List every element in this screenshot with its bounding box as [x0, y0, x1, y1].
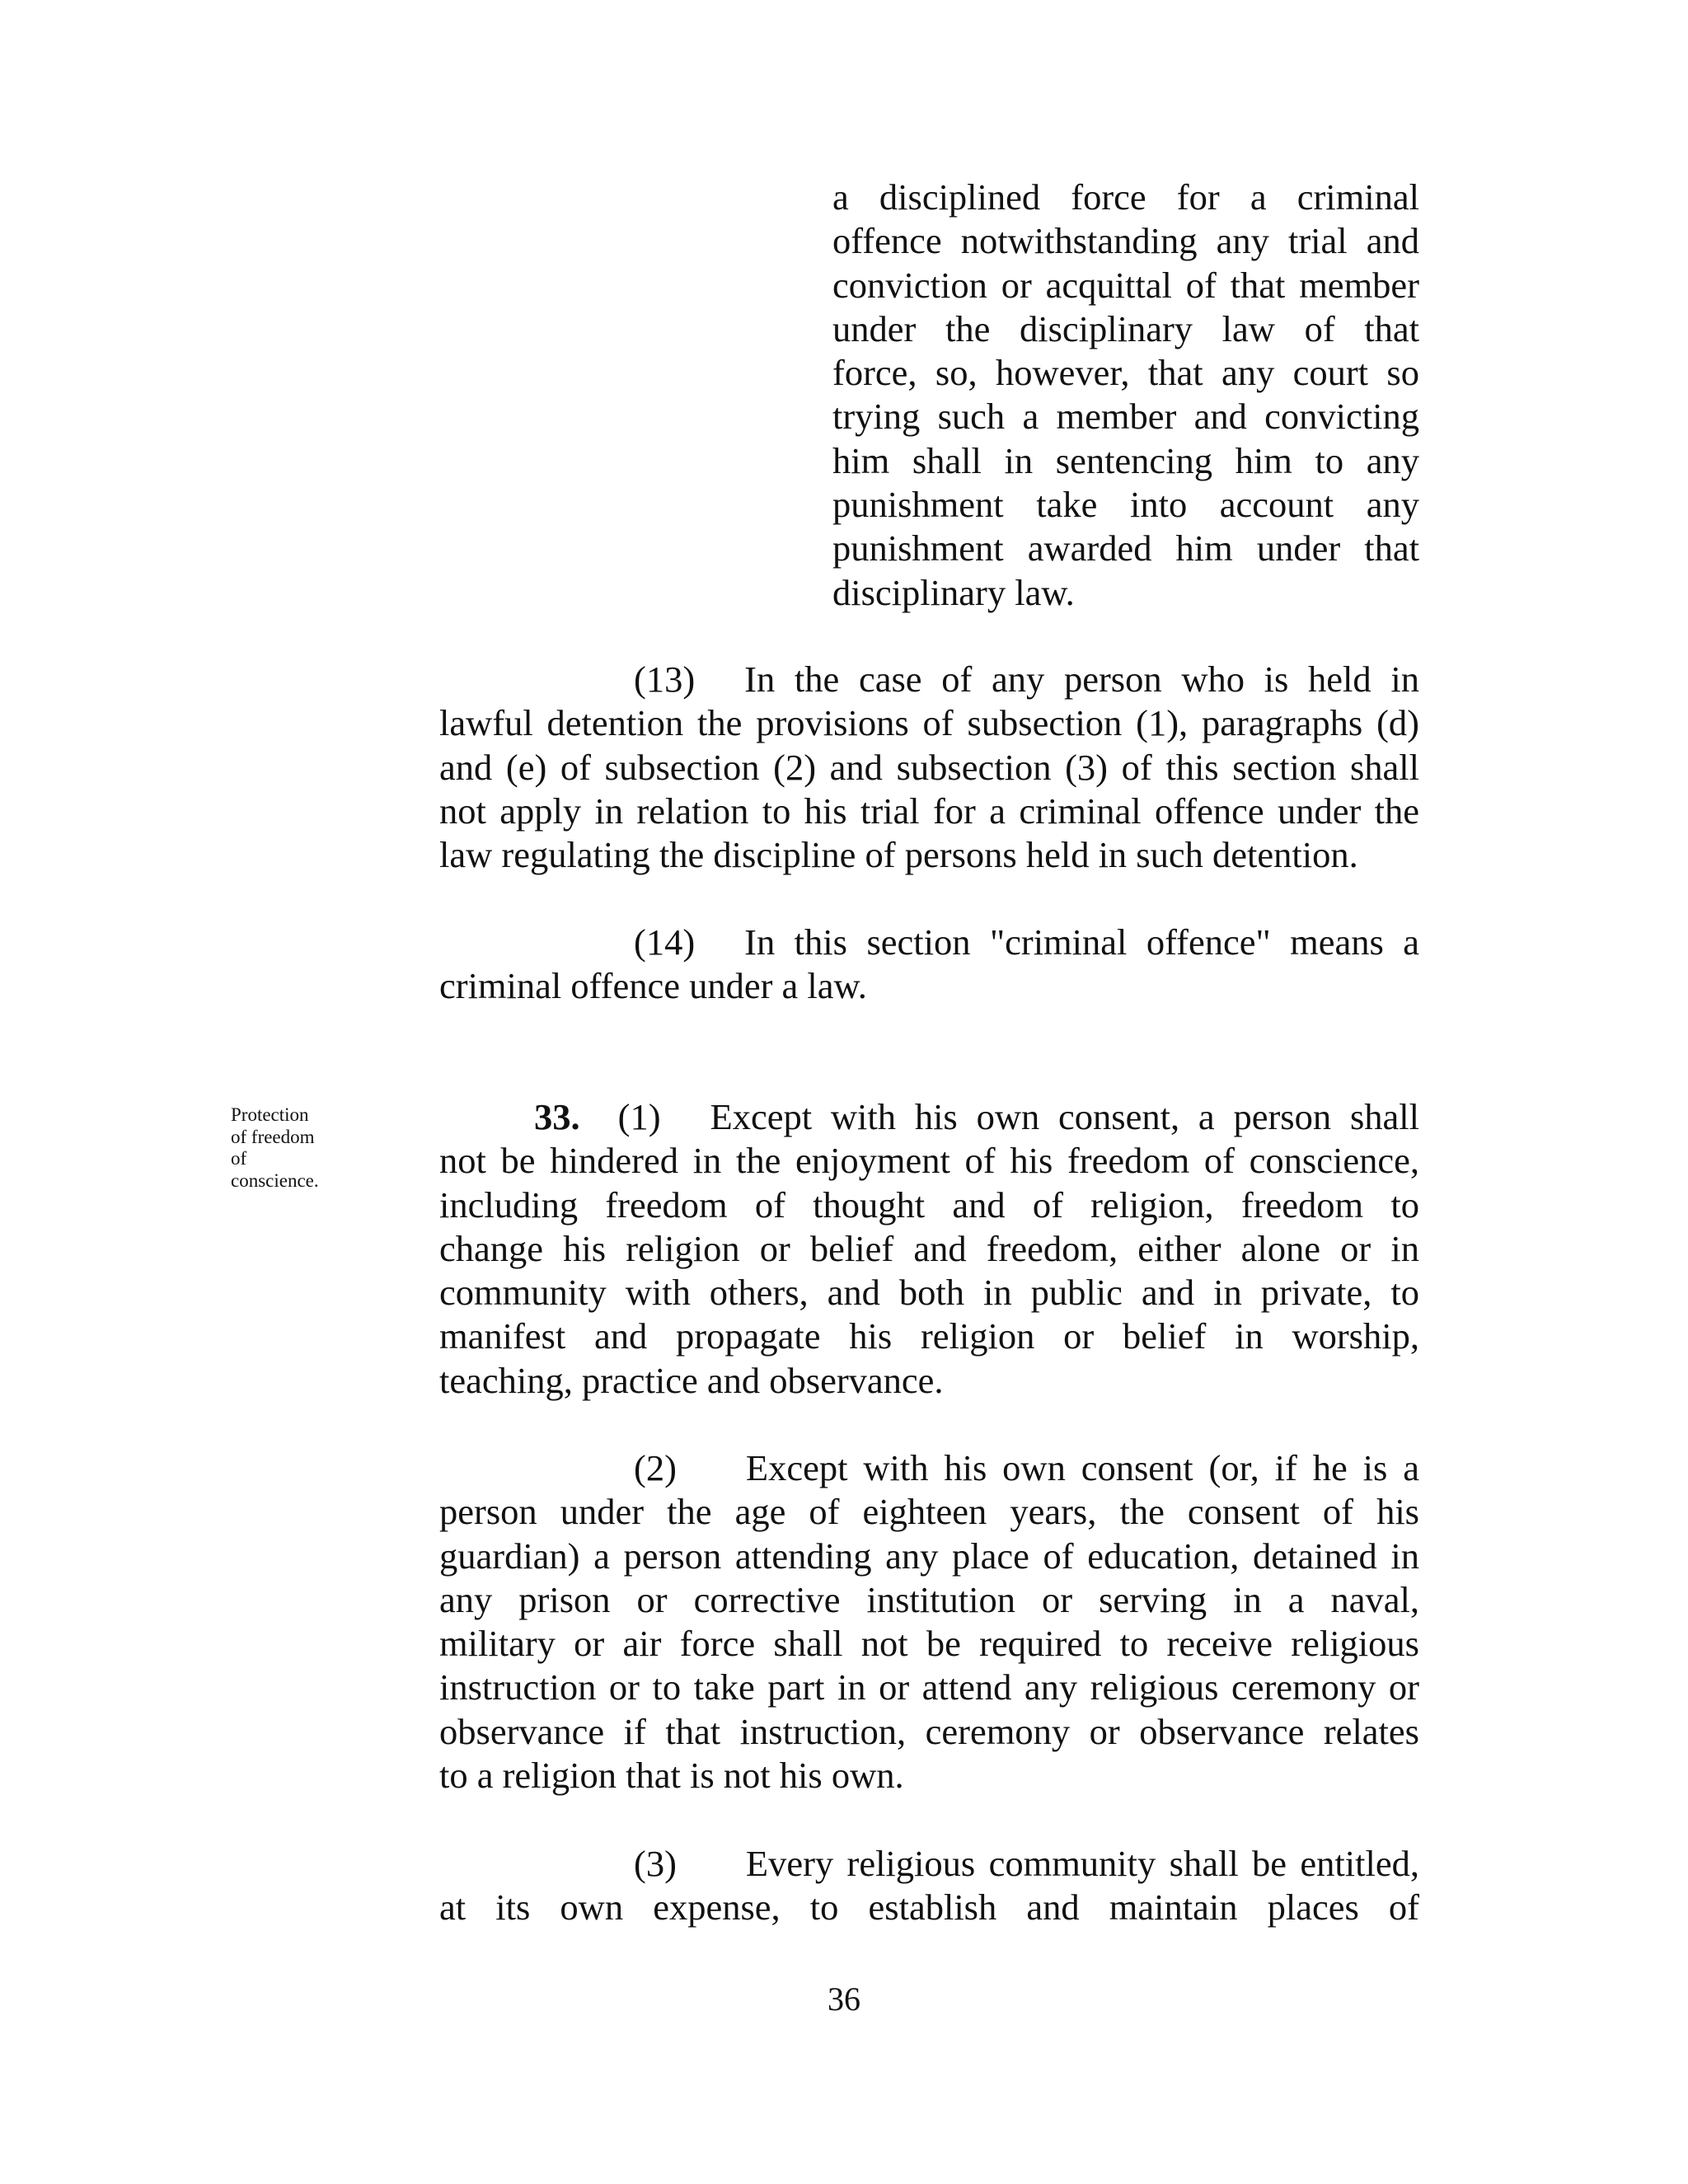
text-line: not be hindered in the enjoyment of his freedom of conscience,: [439, 1140, 1419, 1182]
text-fragment: In this section "criminal offence" means a: [744, 921, 1419, 963]
section-33-subsection-3: [439, 1842, 1419, 1930]
subsection-first-line: [439, 1095, 1419, 1139]
subsection-number: (2): [634, 1447, 677, 1488]
text-line: offence notwithstanding any trial and: [832, 220, 1419, 262]
page-number: 36: [828, 1980, 860, 2018]
marginal-note-line: of: [231, 1148, 247, 1169]
marginal-note-line: Protection: [231, 1104, 309, 1125]
text-line: person under the age of eighteen years, the consent of his: [439, 1491, 1419, 1533]
text-line: criminal offence under a law.: [439, 965, 867, 1007]
text-line: teaching, practice and observance.: [439, 1359, 944, 1401]
marginal-note-line: conscience.: [231, 1169, 319, 1191]
text-line: a disciplined force for a criminal: [832, 176, 1419, 218]
text-line: manifest and propagate his religion or belief in worship,: [439, 1315, 1419, 1357]
text-line: instruction or to take part in or attend any religious ceremony or: [439, 1666, 1419, 1708]
text-line: disciplinary law.: [832, 571, 1075, 613]
text-fragment: Except with his own consent (or, if he is a: [745, 1447, 1419, 1488]
text-line: guardian) a person attending any place of education, detained in: [439, 1535, 1419, 1577]
text-line: including freedom of thought and of religion, freedom to: [439, 1183, 1419, 1226]
subsection-number: (13): [634, 658, 696, 700]
text-line: observance if that instruction, ceremony or observance relates: [439, 1710, 1419, 1752]
text-line: lawful detention the provisions of subsection (1), paragraphs (d): [439, 702, 1419, 744]
text-line: and (e) of subsection (2) and subsection (3) of this section shall: [439, 746, 1419, 788]
text-line: not apply in relation to his trial for a criminal offence under the: [439, 790, 1419, 832]
subsection-13: [439, 658, 1419, 877]
text-line: trying such a member and convicting: [832, 396, 1419, 438]
section-33-subsection-2: [439, 1446, 1419, 1797]
subsection-number: (3): [634, 1843, 677, 1884]
text-fragment: Every religious community shall be entitled,: [745, 1843, 1419, 1884]
continuation-paragraph: [832, 176, 1419, 615]
marginal-note-line: of freedom: [231, 1126, 315, 1147]
subsection-first-line: [439, 658, 1419, 701]
text-line: force, so, however, that any court so: [832, 352, 1419, 394]
marginal-note: [231, 1104, 346, 1192]
text-line: punishment awarded him under that: [832, 527, 1419, 569]
subsection-first-line: [439, 921, 1419, 964]
subsection-first-line: [439, 1842, 1419, 1886]
section-33-subsection-1: [439, 1095, 1419, 1403]
text-line: under the disciplinary law of that: [832, 307, 1419, 349]
text-line: punishment take into account any: [832, 484, 1419, 526]
text-line: law regulating the discipline of persons held in such detention.: [439, 834, 1358, 876]
section-number: 33.: [534, 1096, 580, 1137]
text-line: him shall in sentencing him to any: [832, 439, 1419, 481]
text-fragment: In the case of any person who is held in: [744, 658, 1419, 700]
subsection-number: (1): [617, 1096, 661, 1137]
text-line: community with others, and both in public and in private, to: [439, 1272, 1419, 1314]
subsection-number: (14): [634, 921, 696, 963]
text-line: at its own expense, to establish and maintain places of: [439, 1886, 1419, 1929]
subsection-14: [439, 921, 1419, 1009]
text-line: to a religion that is not his own.: [439, 1755, 904, 1797]
text-line: change his religion or belief and freedom, either alone or in: [439, 1227, 1419, 1269]
subsection-first-line: [439, 1446, 1419, 1490]
text-line: any prison or corrective institution or serving in a naval,: [439, 1578, 1419, 1620]
text-fragment: Except with his own consent, a person shall: [710, 1096, 1419, 1137]
text-line: military or air force shall not be required to receive religious: [439, 1623, 1419, 1665]
text-line: conviction or acquittal of that member: [832, 264, 1419, 306]
